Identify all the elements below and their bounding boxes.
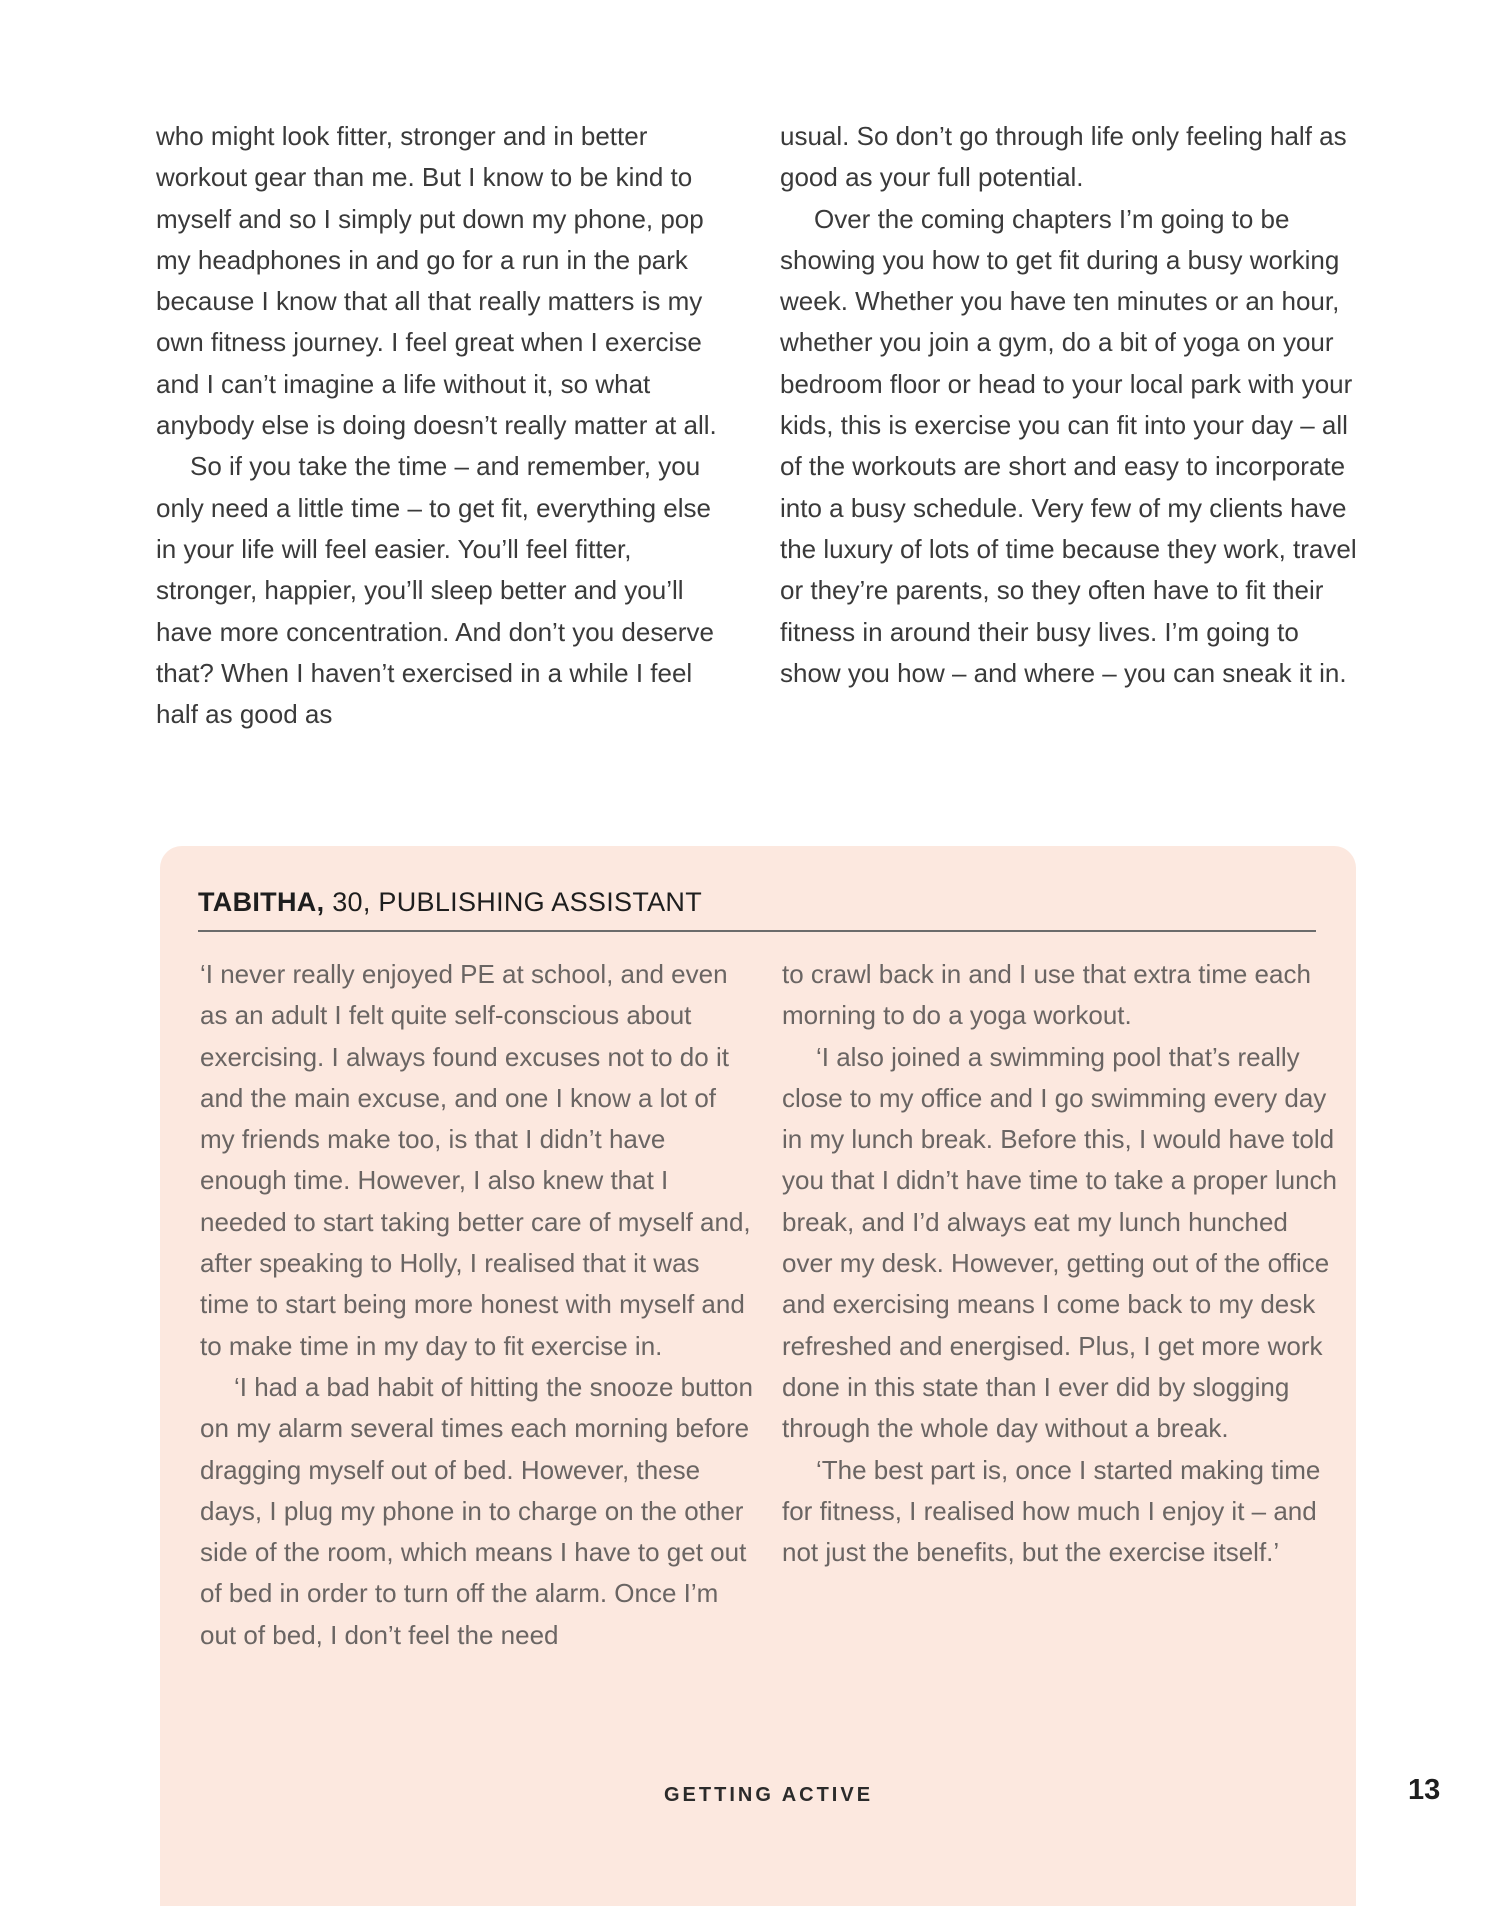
quote-paragraph: ‘I had a bad habit of hitting the snooze button on my alarm several times each morning before dragging myself out of bed. However, these days, I plug my phone in to charge on the other side of the room, which means I have to get out of bed in order to turn off the alarm. Once I’m out of bed, I don’t feel the need	[200, 1371, 753, 1650]
quote-paragraph: to crawl back in and I use that extra time each morning to do a yoga workout.	[782, 959, 1311, 1031]
intro-paragraph: who might look fitter, stronger and in better workout gear than me. But I know to be kind to myself and so I simply put down my phone, pop my headphones in and go for a run in the park because I know that all that really matters is my own fitness journey. I feel great when I exercise and I can’t imagine a life without it, so what anybody else is doing doesn’t really matter at all.	[156, 121, 717, 441]
intro-paragraph: So if you take the time – and remember, you only need a little time – to get fit, everything else in your life will feel easier. You’ll feel fitter, stronger, happier, you’ll sleep better and you’ll have more concentration. And don’t you deserve that? When I haven’t exercised in a while I feel half as good as	[156, 451, 714, 730]
running-footer-section: GETTING ACTIVE	[664, 1784, 874, 1806]
intro-paragraph: Over the coming chapters I’m going to be showing you how to get fit during a busy working week. Whether you have ten minutes or an hour, whether you join a gym, do a bit of yoga on your bedroom floor or head to your local park with your kids, this is exercise you can fit into your day – all of the workouts are short and easy to incorporate into a busy schedule. Very few of my clients have the luxury of lots of time because they work, travel or they’re parents, so they often have to fit their fitness in around their busy lives. I’m going to show you how – and where – you can sneak it in.	[780, 203, 1357, 688]
page-number: 13	[1408, 1774, 1441, 1806]
case-study-name: TABITHA,	[198, 887, 325, 917]
quote-paragraph: ‘I also joined a swimming pool that’s really close to my office and I go swimming every day in my lunch break. Before this, I would have told you that I didn’t have time to take a proper lunch break, and I’d always eat my lunch hunched over my desk. However, getting out of the office and exercising means I come back to my desk refreshed and energised. Plus, I get more work done in this state than I ever did by slogging through the whole day without a break.	[782, 1041, 1338, 1444]
intro-left-column	[156, 116, 726, 735]
intro-paragraph: usual. So don’t go through life only feeling half as good as your full potential.	[780, 121, 1347, 193]
case-study-details: 30, PUBLISHING ASSISTANT	[324, 887, 703, 917]
case-study-right-column	[782, 954, 1337, 1573]
intro-right-column	[780, 116, 1360, 694]
case-study-heading	[198, 887, 702, 918]
quote-paragraph: ‘I never really enjoyed PE at school, and even as an adult I felt quite self-conscious about exercising. I always found excuses not to do it and the main excuse, and one I know a lot of my friends make too, is that I didn’t have enough time. However, I also knew that I needed to start taking better care of myself and, after speaking to Holly, I realised that it was time to start being more honest with myself and to make time in my day to fit exercise in.	[200, 959, 751, 1361]
quote-paragraph: ‘The best part is, once I started making time for fitness, I realised how much I enjoy it – and not just the benefits, but the exercise itself.’	[782, 1454, 1321, 1568]
case-study-divider	[198, 930, 1316, 932]
case-study-left-column	[200, 954, 755, 1656]
